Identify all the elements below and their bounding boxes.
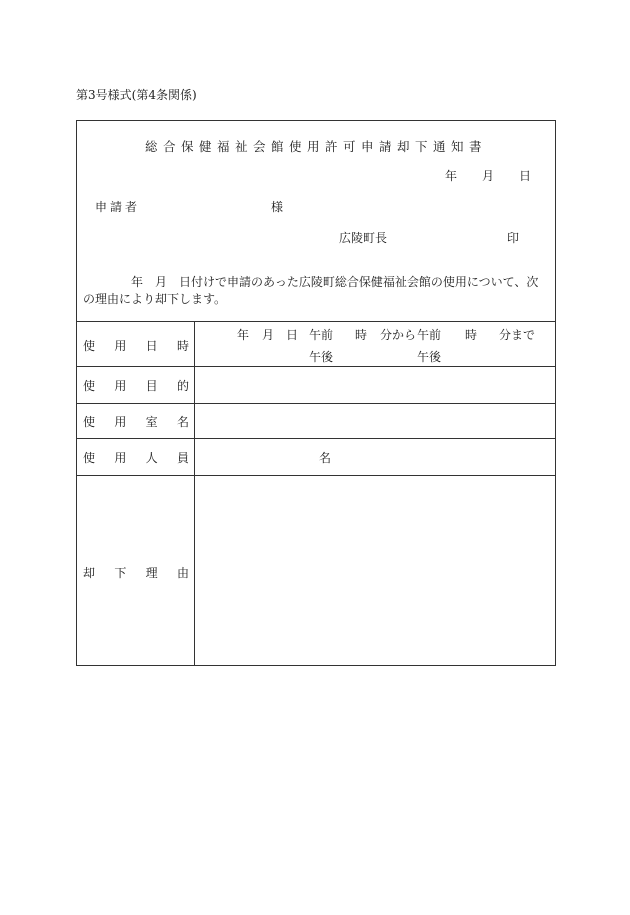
row-line-1 xyxy=(77,366,555,367)
label-char: 理 xyxy=(145,566,158,580)
label-char: 室 xyxy=(145,415,158,429)
label-char: 用 xyxy=(114,415,127,429)
label-char: 使 xyxy=(83,415,96,429)
datetime-year: 年 xyxy=(237,328,250,342)
datetime-hour-end: 時 xyxy=(465,328,478,342)
table-top-line xyxy=(77,321,555,322)
applicant-label: 申請者 xyxy=(95,200,141,214)
body-text: 年 月 日付けで申請のあった広陵町総合保健福祉会館の使用について、次の理由により却下します。 xyxy=(83,275,539,306)
people-unit: 名 xyxy=(319,451,332,465)
datetime-am-end: 午前 xyxy=(417,328,442,342)
row-line-3 xyxy=(77,438,555,439)
row-line-2 xyxy=(77,403,555,404)
datetime-day: 日 xyxy=(286,328,299,342)
date-day: 日 xyxy=(519,169,532,183)
datetime-minute-to: 分まで xyxy=(499,328,536,342)
label-char: 使 xyxy=(83,451,96,465)
label-char: 日 xyxy=(145,339,158,353)
form-number: 第3号様式(第4条関係) xyxy=(76,88,197,102)
label-char: 目 xyxy=(145,379,158,393)
date-month: 月 xyxy=(482,169,495,183)
label-char: 名 xyxy=(176,415,189,429)
label-char: 却 xyxy=(83,566,96,580)
document-title: 総合保健福祉会館使用許可申請却下通知書 xyxy=(144,139,487,154)
label-rejection-reason xyxy=(83,564,189,581)
notice-form-frame xyxy=(76,120,556,666)
column-divider xyxy=(194,321,195,666)
label-char: 使 xyxy=(83,339,96,353)
datetime-minute-from: 分から xyxy=(380,328,417,342)
label-usage-people xyxy=(83,449,189,466)
label-char: 時 xyxy=(176,339,189,353)
label-char: 用 xyxy=(114,339,127,353)
label-char: 使 xyxy=(83,379,96,393)
datetime-am-start: 午前 xyxy=(309,328,334,342)
datetime-pm-start: 午後 xyxy=(309,350,334,364)
honorific: 様 xyxy=(271,200,284,214)
seal-mark: 印 xyxy=(507,231,520,245)
datetime-hour-start: 時 xyxy=(355,328,368,342)
row-line-4 xyxy=(77,475,555,476)
label-char: 的 xyxy=(176,379,189,393)
label-usage-purpose xyxy=(83,377,189,394)
label-char: 人 xyxy=(145,451,158,465)
date-year: 年 xyxy=(445,169,458,183)
label-char: 下 xyxy=(114,566,127,580)
label-char: 員 xyxy=(176,451,189,465)
label-usage-datetime xyxy=(83,337,189,354)
label-char: 用 xyxy=(114,379,127,393)
issuer-name: 広陵町長 xyxy=(339,231,388,245)
datetime-pm-end: 午後 xyxy=(417,350,442,364)
notice-body-text xyxy=(83,274,549,308)
datetime-month: 月 xyxy=(262,328,275,342)
label-char: 用 xyxy=(114,451,127,465)
label-char: 由 xyxy=(176,566,189,580)
label-room-name xyxy=(83,413,189,430)
